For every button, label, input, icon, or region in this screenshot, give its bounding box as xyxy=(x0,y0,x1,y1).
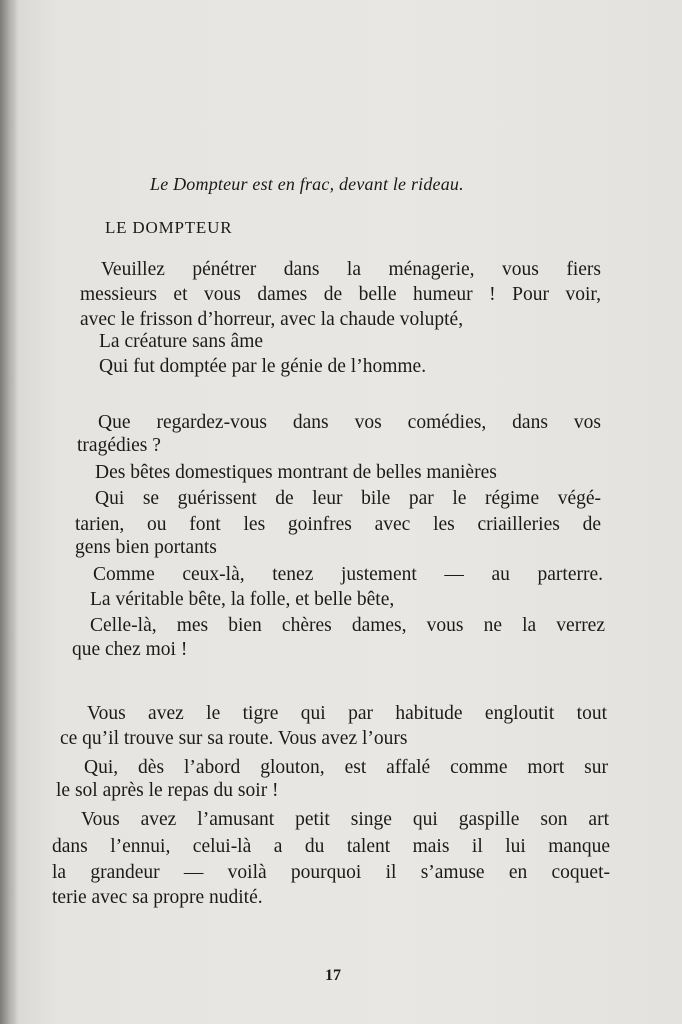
text-line: Qui fut domptée par le génie de l’homme. xyxy=(99,356,427,377)
text-line: La créature sans âme xyxy=(99,331,264,352)
text-line: Qui se guérissent de leur bile par le régime végé- xyxy=(95,488,601,509)
text-line: Celle-là, mes bien chères dames, vous ne la verrez xyxy=(90,615,605,636)
text-line: terie avec sa propre nudité. xyxy=(52,887,263,908)
text-line: Vous avez le tigre qui par habitude engloutit tout xyxy=(87,703,607,724)
text-line: Veuillez pénétrer dans la ménagerie, vous fiers xyxy=(101,259,601,280)
text-line: messieurs et vous dames de belle humeur ! Pour voir, xyxy=(80,284,601,305)
text-line: Qui, dès l’abord glouton, est affalé comme mort sur xyxy=(84,757,608,778)
text-line: tragédies ? xyxy=(77,435,161,456)
text-line: tarien, ou font les goinfres avec les criailleries de xyxy=(75,514,601,535)
text-line: Des bêtes domestiques montrant de belles manières xyxy=(95,462,497,483)
page-number: 17 xyxy=(325,967,341,984)
text-line: Vous avez l’amusant petit singe qui gaspille son art xyxy=(81,809,609,830)
text-line: dans l’ennui, celui-là a du talent mais il lui manque xyxy=(52,836,610,857)
text-line: que chez moi ! xyxy=(72,639,188,660)
text-line: La véritable bête, la folle, et belle bête, xyxy=(90,589,395,610)
text-line: Que regardez-vous dans vos comédies, dans vos xyxy=(98,412,601,433)
character-name: LE DOMPTEUR xyxy=(105,218,233,237)
text-line: le sol après le repas du soir ! xyxy=(56,780,279,801)
text-line: Comme ceux-là, tenez justement — au parterre. xyxy=(93,564,603,585)
text-line: ce qu’il trouve sur sa route. Vous avez l’ours xyxy=(60,728,408,749)
text-line: avec le frisson d’horreur, avec la chaude volupté, xyxy=(80,309,464,330)
stage-direction: Le Dompteur est en frac, devant le rideau. xyxy=(150,174,464,194)
text-line: gens bien portants xyxy=(75,537,217,558)
text-line: la grandeur — voilà pourquoi il s’amuse en coquet- xyxy=(52,862,610,883)
